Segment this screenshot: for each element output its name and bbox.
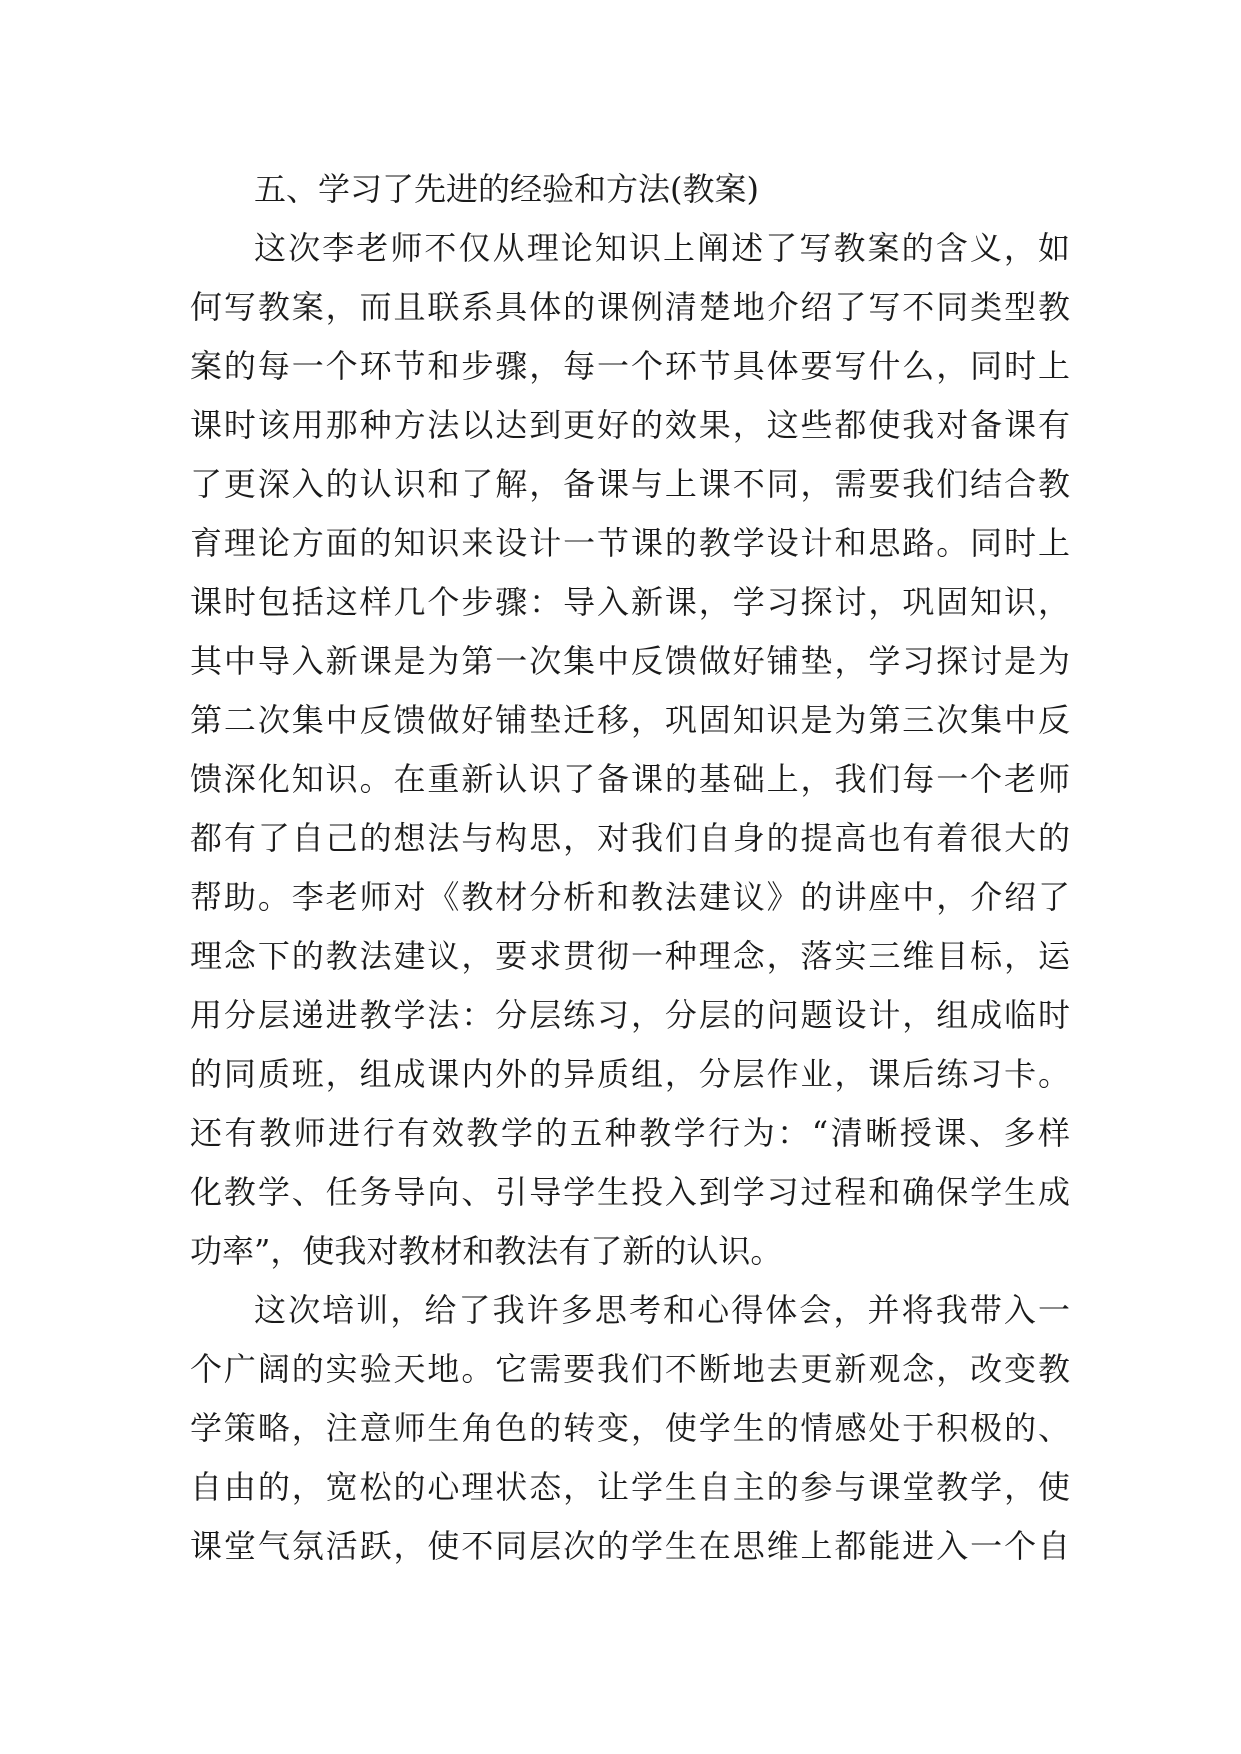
document-body xyxy=(190,160,1070,1576)
paragraph-line: 馈深化知识。在重新认识了备课的基础上，我们每一个老师 xyxy=(190,760,1070,798)
paragraph-line: 理念下的教法建议，要求贯彻一种理念，落实三维目标，运 xyxy=(190,937,1070,975)
paragraph-line: 其中导入新课是为第一次集中反馈做好铺垫，学习探讨是为 xyxy=(190,642,1070,680)
paragraph-line: 用分层递进教学法：分层练习，分层的问题设计，组成临时 xyxy=(190,996,1070,1034)
paragraph-line: 第二次集中反馈做好铺垫迁移，巩固知识是为第三次集中反 xyxy=(190,701,1070,739)
paragraph-line: 的同质班，组成课内外的异质组，分层作业，课后练习卡。 xyxy=(190,1055,1070,1093)
paragraph-line: 何写教案，而且联系具体的课例清楚地介绍了写不同类型教 xyxy=(190,288,1070,326)
paragraph-line: 这次李老师不仅从理论知识上阐述了写教案的含义，如 xyxy=(254,229,1070,267)
section-heading: 五、学习了先进的经验和方法(教案) xyxy=(254,170,759,208)
paragraph-line: 化教学、任务导向、引导学生投入到学习过程和确保学生成 xyxy=(190,1173,1070,1211)
paragraph-line: 育理论方面的知识来设计一节课的教学设计和思路。同时上 xyxy=(190,524,1070,562)
paragraph-line: 自由的，宽松的心理状态，让学生自主的参与课堂教学，使 xyxy=(190,1468,1070,1506)
paragraph-line: 学策略，注意师生角色的转变，使学生的情感处于积极的、 xyxy=(190,1409,1070,1447)
paragraph-2 xyxy=(190,1281,1070,1576)
paragraph-line: 还有教师进行有效教学的五种教学行为：“清晰授课、多样 xyxy=(190,1114,1070,1152)
paragraph-1 xyxy=(190,219,1070,1281)
paragraph-line: 个广阔的实验天地。它需要我们不断地去更新观念，改变教 xyxy=(190,1350,1070,1388)
paragraph-line: 案的每一个环节和步骤，每一个环节具体要写什么，同时上 xyxy=(190,347,1070,385)
paragraph-line: 这次培训，给了我许多思考和心得体会，并将我带入一 xyxy=(254,1291,1070,1329)
paragraph-line: 帮助。李老师对《教材分析和教法建议》的讲座中，介绍了 xyxy=(190,878,1070,916)
paragraph-line: 了更深入的认识和了解，备课与上课不同，需要我们结合教 xyxy=(190,465,1070,503)
paragraph-line: 功率”，使我对教材和教法有了新的认识。 xyxy=(190,1232,783,1270)
paragraph-line: 课堂气氛活跃，使不同层次的学生在思维上都能进入一个自 xyxy=(190,1527,1070,1565)
paragraph-line: 都有了自己的想法与构思，对我们自身的提高也有着很大的 xyxy=(190,819,1070,857)
paragraph-line: 课时该用那种方法以达到更好的效果，这些都使我对备课有 xyxy=(190,406,1070,444)
paragraph-line: 课时包括这样几个步骤：导入新课，学习探讨，巩固知识， xyxy=(190,583,1070,621)
